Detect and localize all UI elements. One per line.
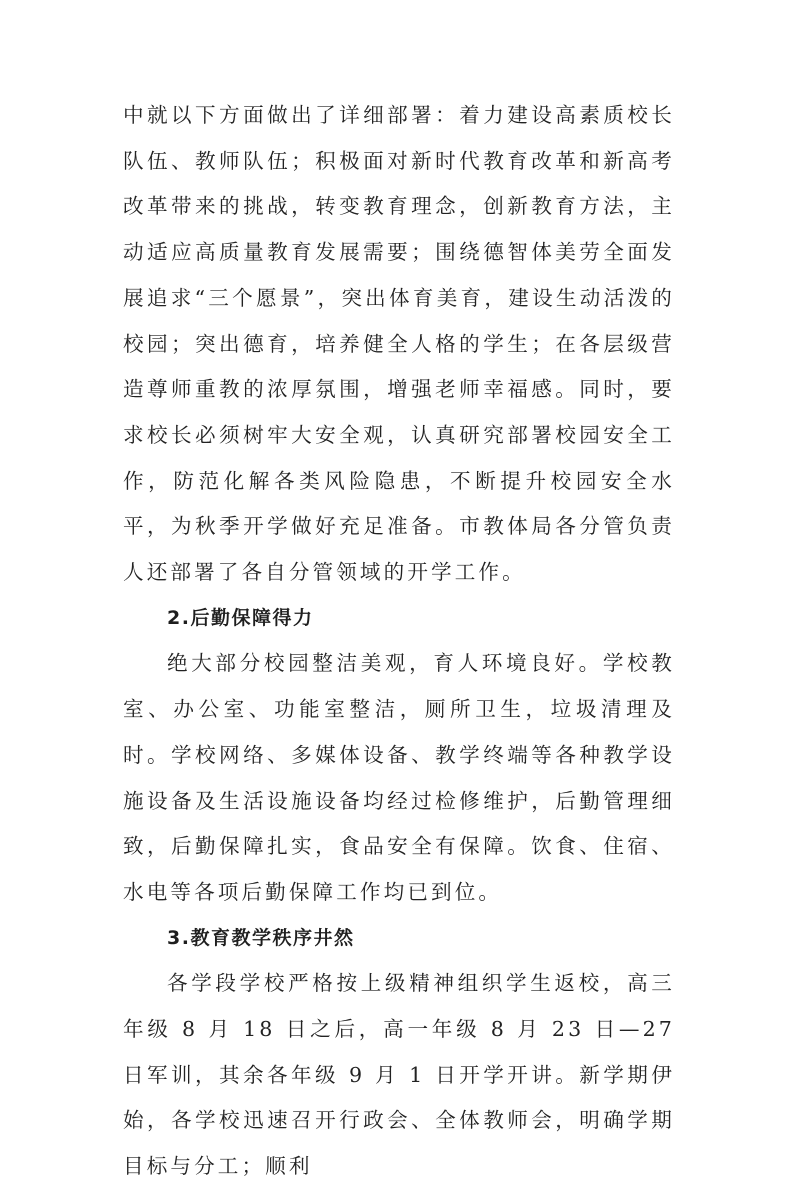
- section-heading-teaching-order: 3.教育教学秩序井然: [167, 926, 355, 949]
- section-heading-logistics: 2.后勤保障得力: [167, 606, 314, 629]
- paragraph-logistics: 绝大部分校园整洁美观，育人环境良好。学校教室、办公室、功能室整洁，厕所卫生，垃圾清理及时。学校网络、多媒体设备、教学终端等各种教学设施设备及生活设施设备均经过检修维护，后勤管理细致，后勤保障扎实，食品安全有保障。饮食、住宿、水电等各项后勤保障工作均已到位。: [123, 651, 675, 904]
- paragraph-deployment-details: 中就以下方面做出了详细部署：着力建设高素质校长队伍、教师队伍；积极面对新时代教育改革和新高考改革带来的挑战，转变教育理念，创新教育方法，主动适应高质量教育发展需要；围绕德智体美劳全面发展追求“三个愿景”，突出体育美育，建设生动活泼的校园；突出德育，培养健全人格的学生；在各层级营造尊师重教的浓厚氛围，增强老师幸福感。同时，要求校长必须树牢大安全观，认真研究部署校园安全工作，防范化解各类风险隐患，不断提升校园安全水平，为秋季开学做好充足准备。市教体局各分管负责人还部署了各自分管领域的开学工作。: [123, 103, 675, 585]
- document-body: [123, 93, 675, 1190]
- paragraph-teaching-order: 各学段学校严格按上级精神组织学生返校，高三年级 8 月 18 日之后，高一年级 8 月 23 日—27 日军训，其余各年级 9 月 1 日开学开讲。新学期伊始，各学校迅速召开行政会、全体教师会，明确学期目标与分工；顺利: [123, 971, 675, 1179]
